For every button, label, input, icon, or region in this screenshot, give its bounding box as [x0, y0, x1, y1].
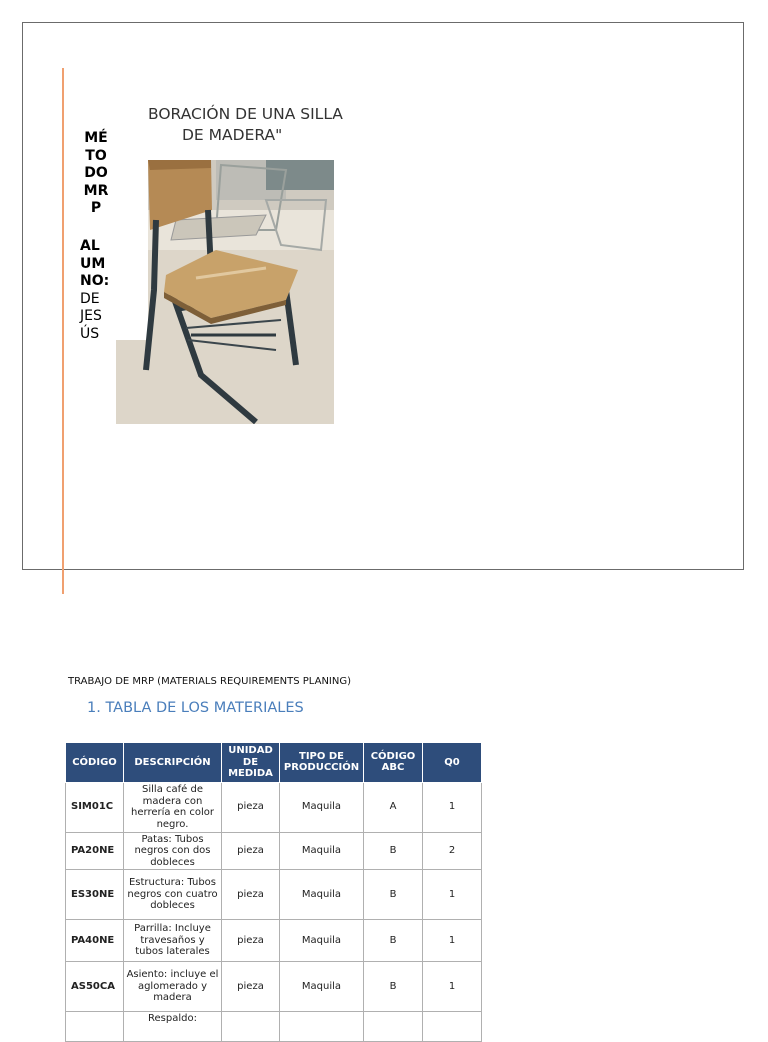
description-cell: Respaldo: [124, 1012, 222, 1042]
production-type-cell: Maquila [280, 832, 364, 870]
table-row [66, 832, 482, 870]
alumno-label-line: AL [80, 238, 100, 254]
unit-cell: pieza [222, 920, 280, 962]
table-row [66, 870, 482, 920]
side-heading-line: MÉ [84, 130, 108, 146]
table-row [66, 1012, 482, 1042]
table-row [66, 962, 482, 1012]
side-heading [80, 130, 112, 218]
unit-cell: pieza [222, 832, 280, 870]
column-header: CÓDIGO [66, 743, 124, 783]
abc-code-cell: B [364, 962, 423, 1012]
side-heading-line: TO [85, 147, 107, 164]
section-heading: 1. TABLA DE LOS MATERIALES [87, 700, 304, 716]
side-heading-line: MR [83, 182, 109, 199]
abc-code-cell: B [364, 832, 423, 870]
unit-cell: pieza [222, 782, 280, 832]
q0-cell: 2 [423, 832, 482, 870]
document-title [148, 104, 388, 146]
side-heading-line: P [90, 200, 102, 216]
table-row [66, 782, 482, 832]
chair-photo [116, 160, 334, 424]
code-cell: ES30NE [66, 870, 124, 920]
title-line-2: DE MADERA" [182, 126, 283, 144]
side-heading-line: DO [84, 165, 108, 181]
title-line-1: BORACIÓN DE UNA SILLA [148, 105, 343, 123]
table-row [66, 920, 482, 962]
description-cell: Parrilla: Incluye travesaños y tubos laterales [124, 920, 222, 962]
column-header: CÓDIGO ABC [364, 743, 423, 783]
code-cell: PA20NE [66, 832, 124, 870]
description-cell: Silla café de madera con herrería en color negro. [124, 782, 222, 832]
production-type-cell: Maquila [280, 962, 364, 1012]
unit-cell [222, 1012, 280, 1042]
table-header-row [66, 743, 482, 783]
materials-table [65, 742, 482, 1042]
q0-cell [423, 1012, 482, 1042]
code-cell: SIM01C [66, 782, 124, 832]
code-cell: PA40NE [66, 920, 124, 962]
code-cell [66, 1012, 124, 1042]
student-block [80, 238, 116, 343]
production-type-cell [280, 1012, 364, 1042]
description-cell: Patas: Tubos negros con dos dobleces [124, 832, 222, 870]
unit-cell: pieza [222, 870, 280, 920]
accent-line [62, 68, 64, 594]
column-header: DESCRIPCIÓN [124, 743, 222, 783]
q0-cell: 1 [423, 920, 482, 962]
abc-code-cell: B [364, 870, 423, 920]
student-name-line: JES [80, 308, 102, 324]
student-name-line: ÚS [80, 325, 100, 342]
production-type-cell: Maquila [280, 920, 364, 962]
unit-cell: pieza [222, 962, 280, 1012]
frame-divider [22, 340, 23, 570]
description-cell: Estructura: Tubos negros con cuatro dobleces [124, 870, 222, 920]
column-header: UNIDAD DE MEDIDA [222, 743, 280, 783]
abc-code-cell [364, 1012, 423, 1042]
alumno-label-line: UM [80, 255, 106, 272]
description-cell: Asiento: incluye el aglomerado y madera [124, 962, 222, 1012]
code-cell: AS50CA [66, 962, 124, 1012]
abc-code-cell: B [364, 920, 423, 962]
column-header: TIPO DE PRODUCCIÓN [280, 743, 364, 783]
q0-cell: 1 [423, 962, 482, 1012]
q0-cell: 1 [423, 870, 482, 920]
column-header: Q0 [423, 743, 482, 783]
production-type-cell: Maquila [280, 782, 364, 832]
production-type-cell: Maquila [280, 870, 364, 920]
alumno-label-line: NO: [80, 273, 110, 289]
abc-code-cell: A [364, 782, 423, 832]
student-name-line: DE [80, 290, 100, 307]
mrp-caption: TRABAJO DE MRP (MATERIALS REQUIREMENTS PLANING) [68, 676, 351, 687]
q0-cell: 1 [423, 782, 482, 832]
